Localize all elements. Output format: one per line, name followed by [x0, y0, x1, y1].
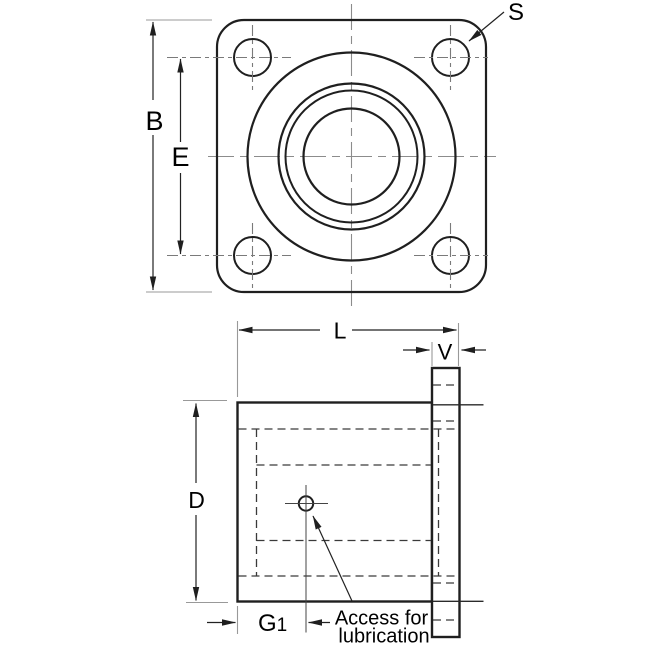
dim-label-s: S [508, 0, 525, 26]
dim-label-v: V [437, 339, 453, 365]
dim-label-e: E [171, 142, 190, 172]
g1-sub: 1 [276, 615, 288, 636]
top-view [145, 0, 524, 309]
dimension-V [403, 340, 486, 367]
dimension-E [171, 59, 189, 254]
dim-label-g1 [258, 610, 287, 637]
lubrication-note-line2: lubrication [338, 625, 430, 648]
side-view [183, 318, 486, 648]
lubrication-note-line1: Access for [334, 607, 429, 630]
g1-main: G [258, 610, 277, 637]
dimension-D [183, 401, 228, 603]
flange-plate-outline [432, 368, 460, 637]
dimension-L [238, 318, 459, 398]
dim-label-l: L [333, 317, 347, 344]
dim-label-b: B [145, 106, 164, 136]
housing-body-outline [238, 403, 433, 602]
dimension-G1 [207, 606, 330, 637]
s-leader-arrow [469, 12, 504, 41]
dim-label-d: D [188, 487, 205, 513]
callout-S [469, 0, 524, 41]
